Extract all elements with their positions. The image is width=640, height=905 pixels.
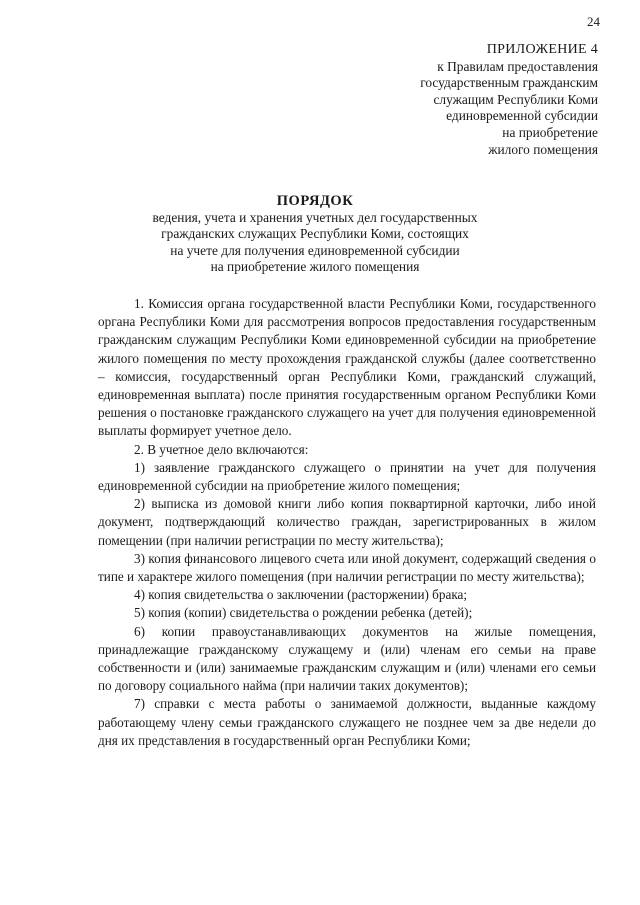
- document-subtitle-line: на учете для получения единовременной субсидии: [170, 242, 460, 258]
- appendix-line: жилого помещения: [488, 141, 598, 157]
- document-subtitle-line: гражданских служащих Республики Коми, состоящих: [161, 226, 469, 242]
- appendix-line: единовременной субсидии: [446, 108, 598, 124]
- list-item: 3) копия финансового лицевого счета или иной документ, содержащий сведения о типе и характере жилого помещения (при наличии регистрации по месту жительства);: [98, 550, 596, 585]
- list-item: 1) заявление гражданского служащего о принятии на учет для получения единовременной субсидии на приобретение жилого помещения;: [98, 459, 596, 494]
- list-item: 5) копия (копии) свидетельства о рождении ребенка (детей);: [134, 605, 473, 621]
- appendix-title: ПРИЛОЖЕНИЕ 4: [486, 42, 598, 57]
- page-number: 24: [587, 14, 600, 29]
- body-paragraph: 2. В учетное дело включаются:: [134, 441, 309, 457]
- document-subtitle-line: ведения, учета и хранения учетных дел государственных: [152, 210, 478, 225]
- appendix-line: служащим Республики Коми: [433, 91, 598, 107]
- document-heading: [100, 192, 530, 276]
- list-item: 7) справки с места работы о занимаемой должности, выданные каждому работающему члену семьи гражданского служащего не позднее чем за две недели до дня их представления в государственный орган Республики Коми;: [98, 696, 596, 748]
- appendix-header: [298, 42, 598, 158]
- appendix-line: к Правилам предоставления: [437, 58, 598, 74]
- list-item: 2) выписка из домовой книги либо копия поквартирной карточки, либо иной документ, подтверждающий количество граждан, зарегистрированных в жилом помещении (при наличии регистрации по месту жительства);: [98, 496, 596, 548]
- appendix-line: государственным гражданским: [420, 75, 598, 91]
- document-body: [98, 295, 596, 750]
- appendix-line: на приобретение: [502, 124, 598, 140]
- list-item: 4) копия свидетельства о заключении (расторжении) брака;: [134, 587, 468, 603]
- document-title: ПОРЯДОК: [276, 193, 354, 209]
- document-subtitle-line: на приобретение жилого помещения: [210, 259, 420, 275]
- list-item: 6) копии правоустанавливающих документов на жилые помещения, принадлежащие гражданскому служащему и (или) членам его семьи на праве собственности и (или) занимаемые гражданским служащим и (или) членами его семьи по договору социального найма (при наличии таких документов);: [98, 623, 596, 694]
- body-paragraph: 1. Комиссия органа государственной власти Республики Коми, государственного органа Республики Коми для рассмотрения вопросов предоставления государственным гражданским служащим Республики Коми единовременной субсидии на приобретение жилого помещения по месту прохождения гражданской службы (далее соответственно – комиссия, государственный орган Республики Коми, гражданский служащий, единовременная выплата) после принятия государственным органом Республики Коми решения о постановке гражданского служащего на учет для получения единовременной выплаты формирует учетное дело.: [98, 296, 596, 439]
